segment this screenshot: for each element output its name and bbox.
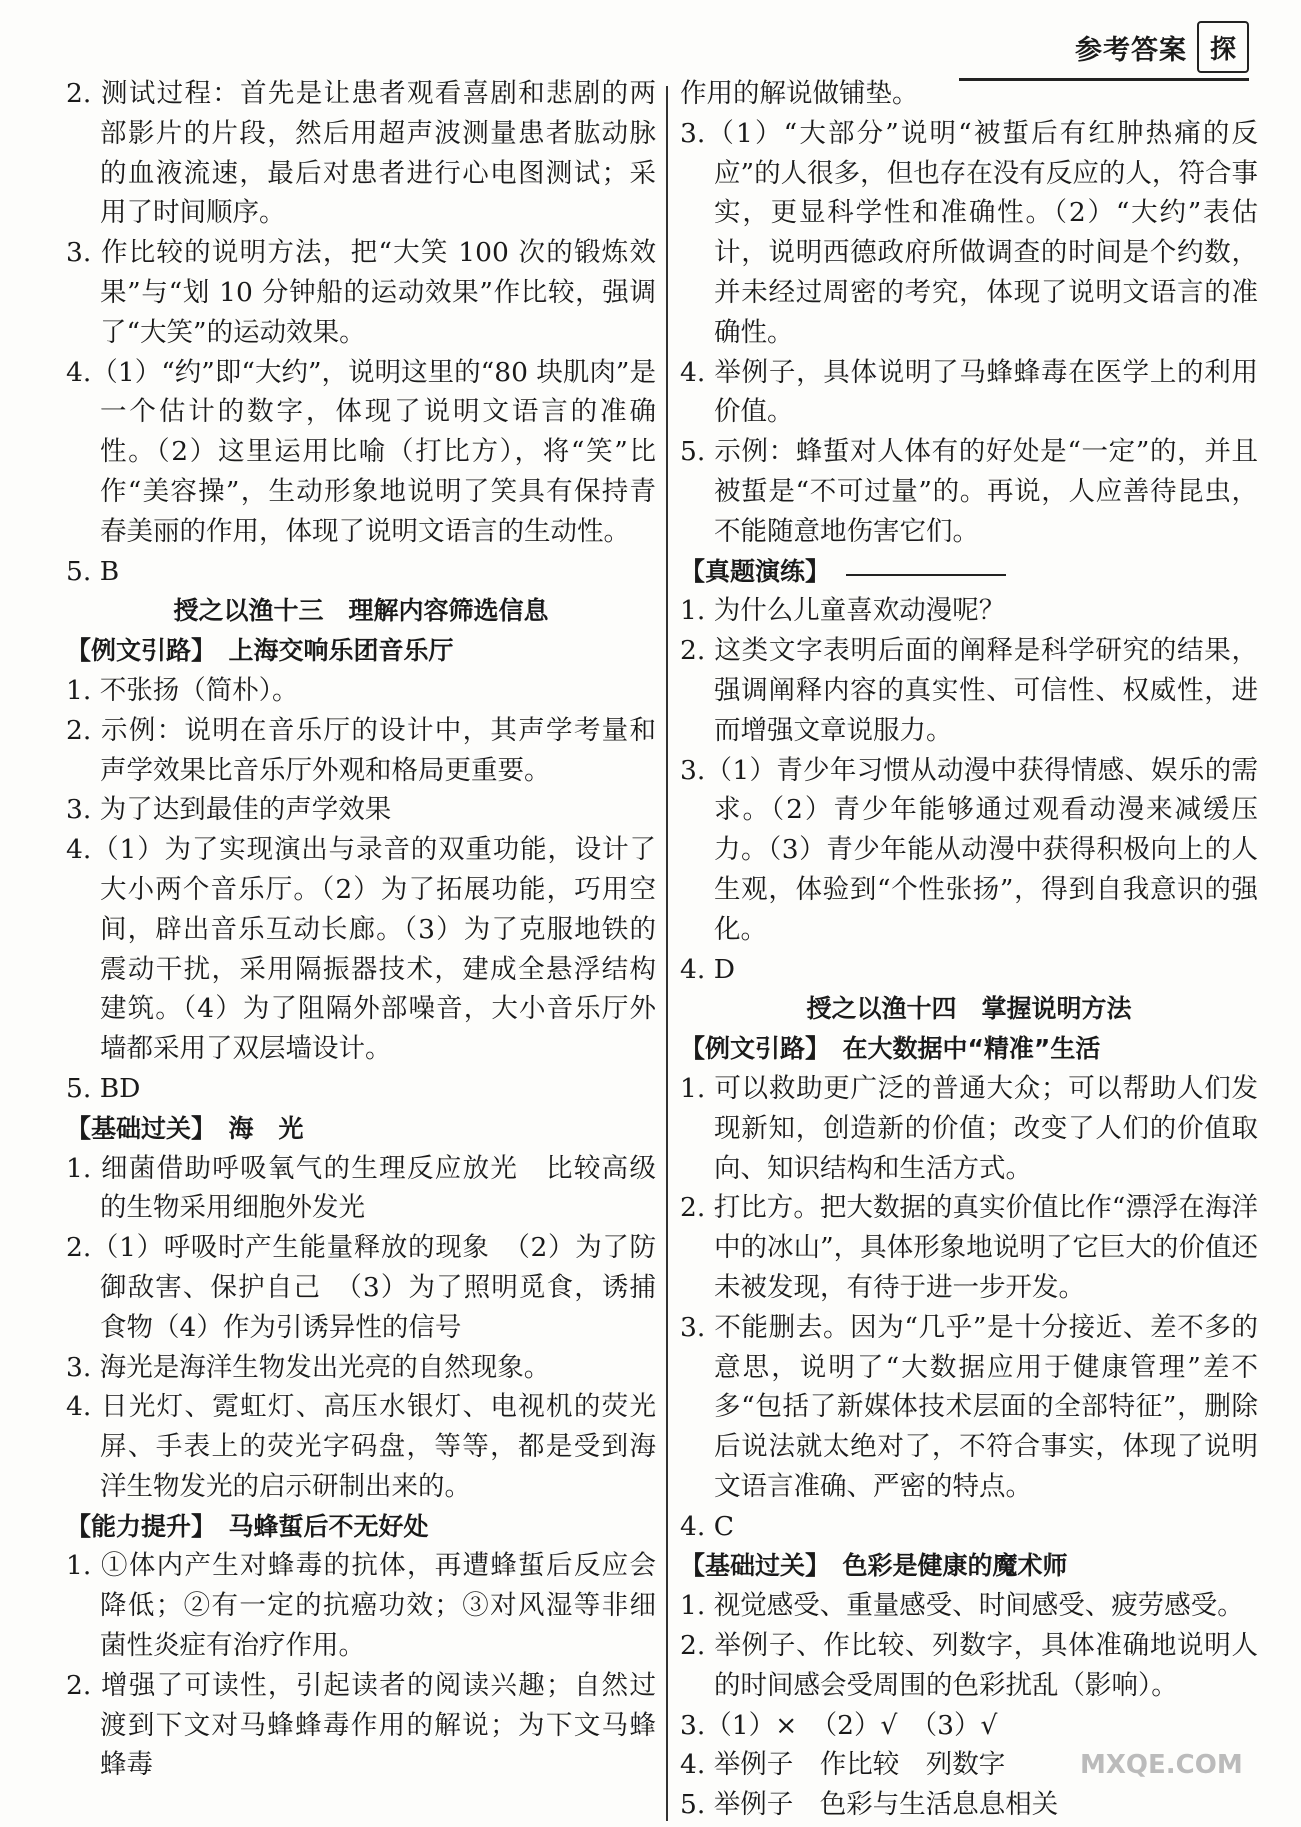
answer-item: [66, 1348, 656, 1388]
answer-item-text: 2. 举例子、作比较、列数字，具体准确地说明人的时间感会受周围的色彩扰乱（影响）。: [680, 1630, 1258, 1701]
page-header: [1075, 18, 1249, 76]
answer-item-text: 1. 细菌借助呼吸氧气的生理反应放光 比较高级的生物采用细胞外发光: [66, 1152, 656, 1224]
answer-item-text: 1. 视觉感受、重量感受、时间感受、疲劳感受。: [680, 1590, 1244, 1622]
answer-item: [680, 1706, 1258, 1746]
header-title: 参考答案: [1075, 34, 1187, 66]
answer-item-text: 1. 可以救助更广泛的普通大众；可以帮助人们发现新知，创造新的价值；改变了人们的价值取向、知识结构和生活方式。: [680, 1072, 1258, 1184]
section-title: [680, 989, 1258, 1029]
continued-text-text: 作用的解说做铺垫。: [680, 78, 919, 109]
subsection-heading: [680, 1546, 1258, 1586]
column-divider: [666, 86, 668, 1821]
answer-item-text: 5. BD: [66, 1072, 141, 1104]
answer-item-text: 2.（1）呼吸时产生能量释放的现象 （2）为了防御敌害、保护自己 （3）为了照明觅食，诱捕食物（4）作为引诱异性的信号: [66, 1232, 656, 1343]
answer-item-text: 1. 为什么儿童喜欢动漫呢？: [680, 595, 1006, 627]
subsection-heading-text: 【真题演练】: [680, 556, 831, 586]
answer-item: [66, 1387, 656, 1506]
subsection-heading: [66, 1507, 656, 1547]
answer-item: [680, 114, 1258, 353]
answer-item: [680, 1626, 1258, 1706]
section-title-text: 授之以渔十四 掌握说明方法: [806, 994, 1132, 1024]
answer-item: [680, 591, 1258, 631]
answer-item-text: 4. D: [680, 953, 735, 985]
subsection-heading-text: 【能力提升】 马蜂蜇后不无好处: [66, 1511, 429, 1541]
answer-item: [66, 552, 656, 592]
answer-item: [680, 432, 1258, 551]
answer-item-text: 4. 举例子 作比较 列数字: [680, 1749, 1006, 1781]
answer-item: [66, 790, 656, 830]
right-column: [680, 74, 1258, 1825]
answer-item: [66, 74, 656, 233]
answer-item-text: 1. ①体内产生对蜂毒的抗体，再遭蜂蜇后反应会降低；②有一定的抗癌功效；③对风湿等非细菌性炎症有治疗作用。: [66, 1550, 656, 1662]
subsection-heading: [66, 1109, 656, 1149]
answer-item-text: 5. B: [66, 555, 120, 587]
answer-item-text: 2. 增强了可读性，引起读者的阅读兴趣；自然过渡到下文对马蜂蜂毒作用的解说；为下文马蜂蜂毒: [66, 1669, 656, 1781]
subsection-heading-text: 【例文引路】 在大数据中“精准”生活: [680, 1034, 1101, 1064]
answer-item: [66, 233, 656, 352]
answer-item: [66, 1069, 656, 1109]
answer-item-text: 5. 示例：蜂蜇对人体有的好处是“一定”的，并且被蜇是“不可过量”的。再说，人应善待昆虫，不能随意地伤害它们。: [680, 436, 1258, 547]
answer-item: [66, 830, 656, 1069]
answer-item-text: 4. C: [680, 1510, 734, 1542]
answer-item: [680, 631, 1258, 750]
answer-item: [66, 1666, 656, 1785]
answer-item-text: 1. 不张扬（简朴）。: [66, 674, 299, 706]
subsection-heading-text: 【例文引路】 上海交响乐团音乐厅: [66, 636, 454, 666]
subsection-heading-text: 【基础过关】 色彩是健康的魔术师: [680, 1551, 1068, 1581]
answer-item-text: 3. 为了达到最佳的声学效果: [66, 794, 392, 826]
answer-item-text: 3. 作比较的说明方法，把“大笑 100 次的锻炼效果”与“划 10 分钟船的运动效果”作比较，强调了“大笑”的运动效果。: [66, 237, 656, 348]
answer-item-text: 2. 打比方。把大数据的真实价值比作“漂浮在海洋中的冰山”，具体形象地说明了它巨大的价值还未被发现，有待于进一步开发。: [680, 1192, 1258, 1303]
answer-item: [66, 711, 656, 791]
answer-item-text: 4.（1）“约”即“大约”，说明这里的“80 块肌肉”是一个估计的数字，体现了说明文语言的准确性。（2）这里运用比喻（打比方），将“笑”比作“美容操”，生动形象地说明了笑具有保持青春美丽的作用，体现了说明文语言的生动性。: [66, 356, 656, 547]
answer-item-text: 4.（1）为了实现演出与录音的双重功能，设计了大小两个音乐厅。（2）为了拓展功能，巧用空间，辟出音乐互动长廊。（3）为了克服地铁的震动干扰，采用隔振器技术，建成全悬浮结构建筑。（4）为了阻隔外部噪音，大小音乐厅外墙都采用了双层墙设计。: [66, 834, 656, 1065]
blank-line: [846, 552, 1006, 576]
answer-item: [680, 1586, 1258, 1626]
section-title: [66, 591, 656, 631]
answer-item: [66, 1546, 656, 1665]
left-column: [66, 74, 656, 1785]
answer-item: [66, 1228, 656, 1347]
watermark: MXQE.COM: [1080, 1750, 1243, 1780]
answer-item-text: 3.（1）“大部分”说明“被蜇后有红肿热痛的反应”的人很多，但也存在没有反应的人，符合事实，更显科学性和准确性。（2）“大约”表估计，说明西德政府所做调查的时间是个约数，并未经过周密的考究，体现了说明文语言的准确性。: [680, 117, 1258, 348]
answer-item-text: 5. 举例子 色彩与生活息息相关: [680, 1789, 1059, 1821]
answer-item-text: 2. 测试过程：首先是让患者观看喜剧和悲剧的两部影片的片段，然后用超声波测量患者肱动脉的血液流速，最后对患者进行心电图测试；采用了时间顺序。: [66, 78, 656, 229]
answer-item: [66, 671, 656, 711]
answer-item: [66, 1149, 656, 1229]
subsection-heading: [680, 552, 1258, 592]
answer-item: [680, 1308, 1258, 1507]
answer-item-text: 3. 不能删去。因为“几乎”是十分接近、差不多的意思，说明了“大数据应用于健康管理”差不多“包括了新媒体技术层面的全部特征”，删除后说法就太绝对了，不符合事实，体现了说明文语言准确、严密的特点。: [680, 1311, 1258, 1502]
answer-item-text: 3. 海光是海洋生物发出光亮的自然现象。: [66, 1351, 551, 1383]
continued-text: [680, 74, 1258, 114]
answer-item: [680, 1188, 1258, 1307]
answer-item-text: 3.（1）× （2）√ （3）√: [680, 1709, 998, 1741]
answer-item: [66, 353, 656, 552]
answer-item: [680, 950, 1258, 990]
answer-item: [680, 751, 1258, 950]
answer-item: [680, 353, 1258, 433]
answer-item: [680, 1507, 1258, 1547]
answer-item: [680, 1069, 1258, 1188]
subsection-heading: [680, 1029, 1258, 1069]
answer-item-text: 4. 日光灯、霓虹灯、高压水银灯、电视机的荧光屏、手表上的荧光字码盘，等等，都是受到海洋生物发光的启示研制出来的。: [66, 1391, 656, 1502]
section-title-text: 授之以渔十三 理解内容筛选信息: [173, 596, 549, 626]
subsection-heading: [66, 631, 656, 671]
answer-item-text: 2. 示例：说明在音乐厅的设计中，其声学考量和声学效果比音乐厅外观和格局更重要。: [66, 714, 656, 786]
subsection-heading-text: 【基础过关】 海 光: [66, 1113, 304, 1143]
answer-item-text: 2. 这类文字表明后面的阐释是科学研究的结果，强调阐释内容的真实性、可信性、权威性，进而增强文章说服力。: [680, 635, 1258, 746]
answer-item: [680, 1785, 1258, 1825]
brand-logo: 探: [1197, 21, 1249, 73]
answer-item-text: 4. 举例子，具体说明了马蜂蜂毒在医学上的利用价值。: [680, 356, 1258, 428]
answer-item-text: 3.（1）青少年习惯从动漫中获得情感、娱乐的需求。（2）青少年能够通过观看动漫来减缓压力。（3）青少年能从动漫中获得积极向上的人生观，体验到“个性张扬”，得到自我意识的强化。: [680, 754, 1258, 945]
